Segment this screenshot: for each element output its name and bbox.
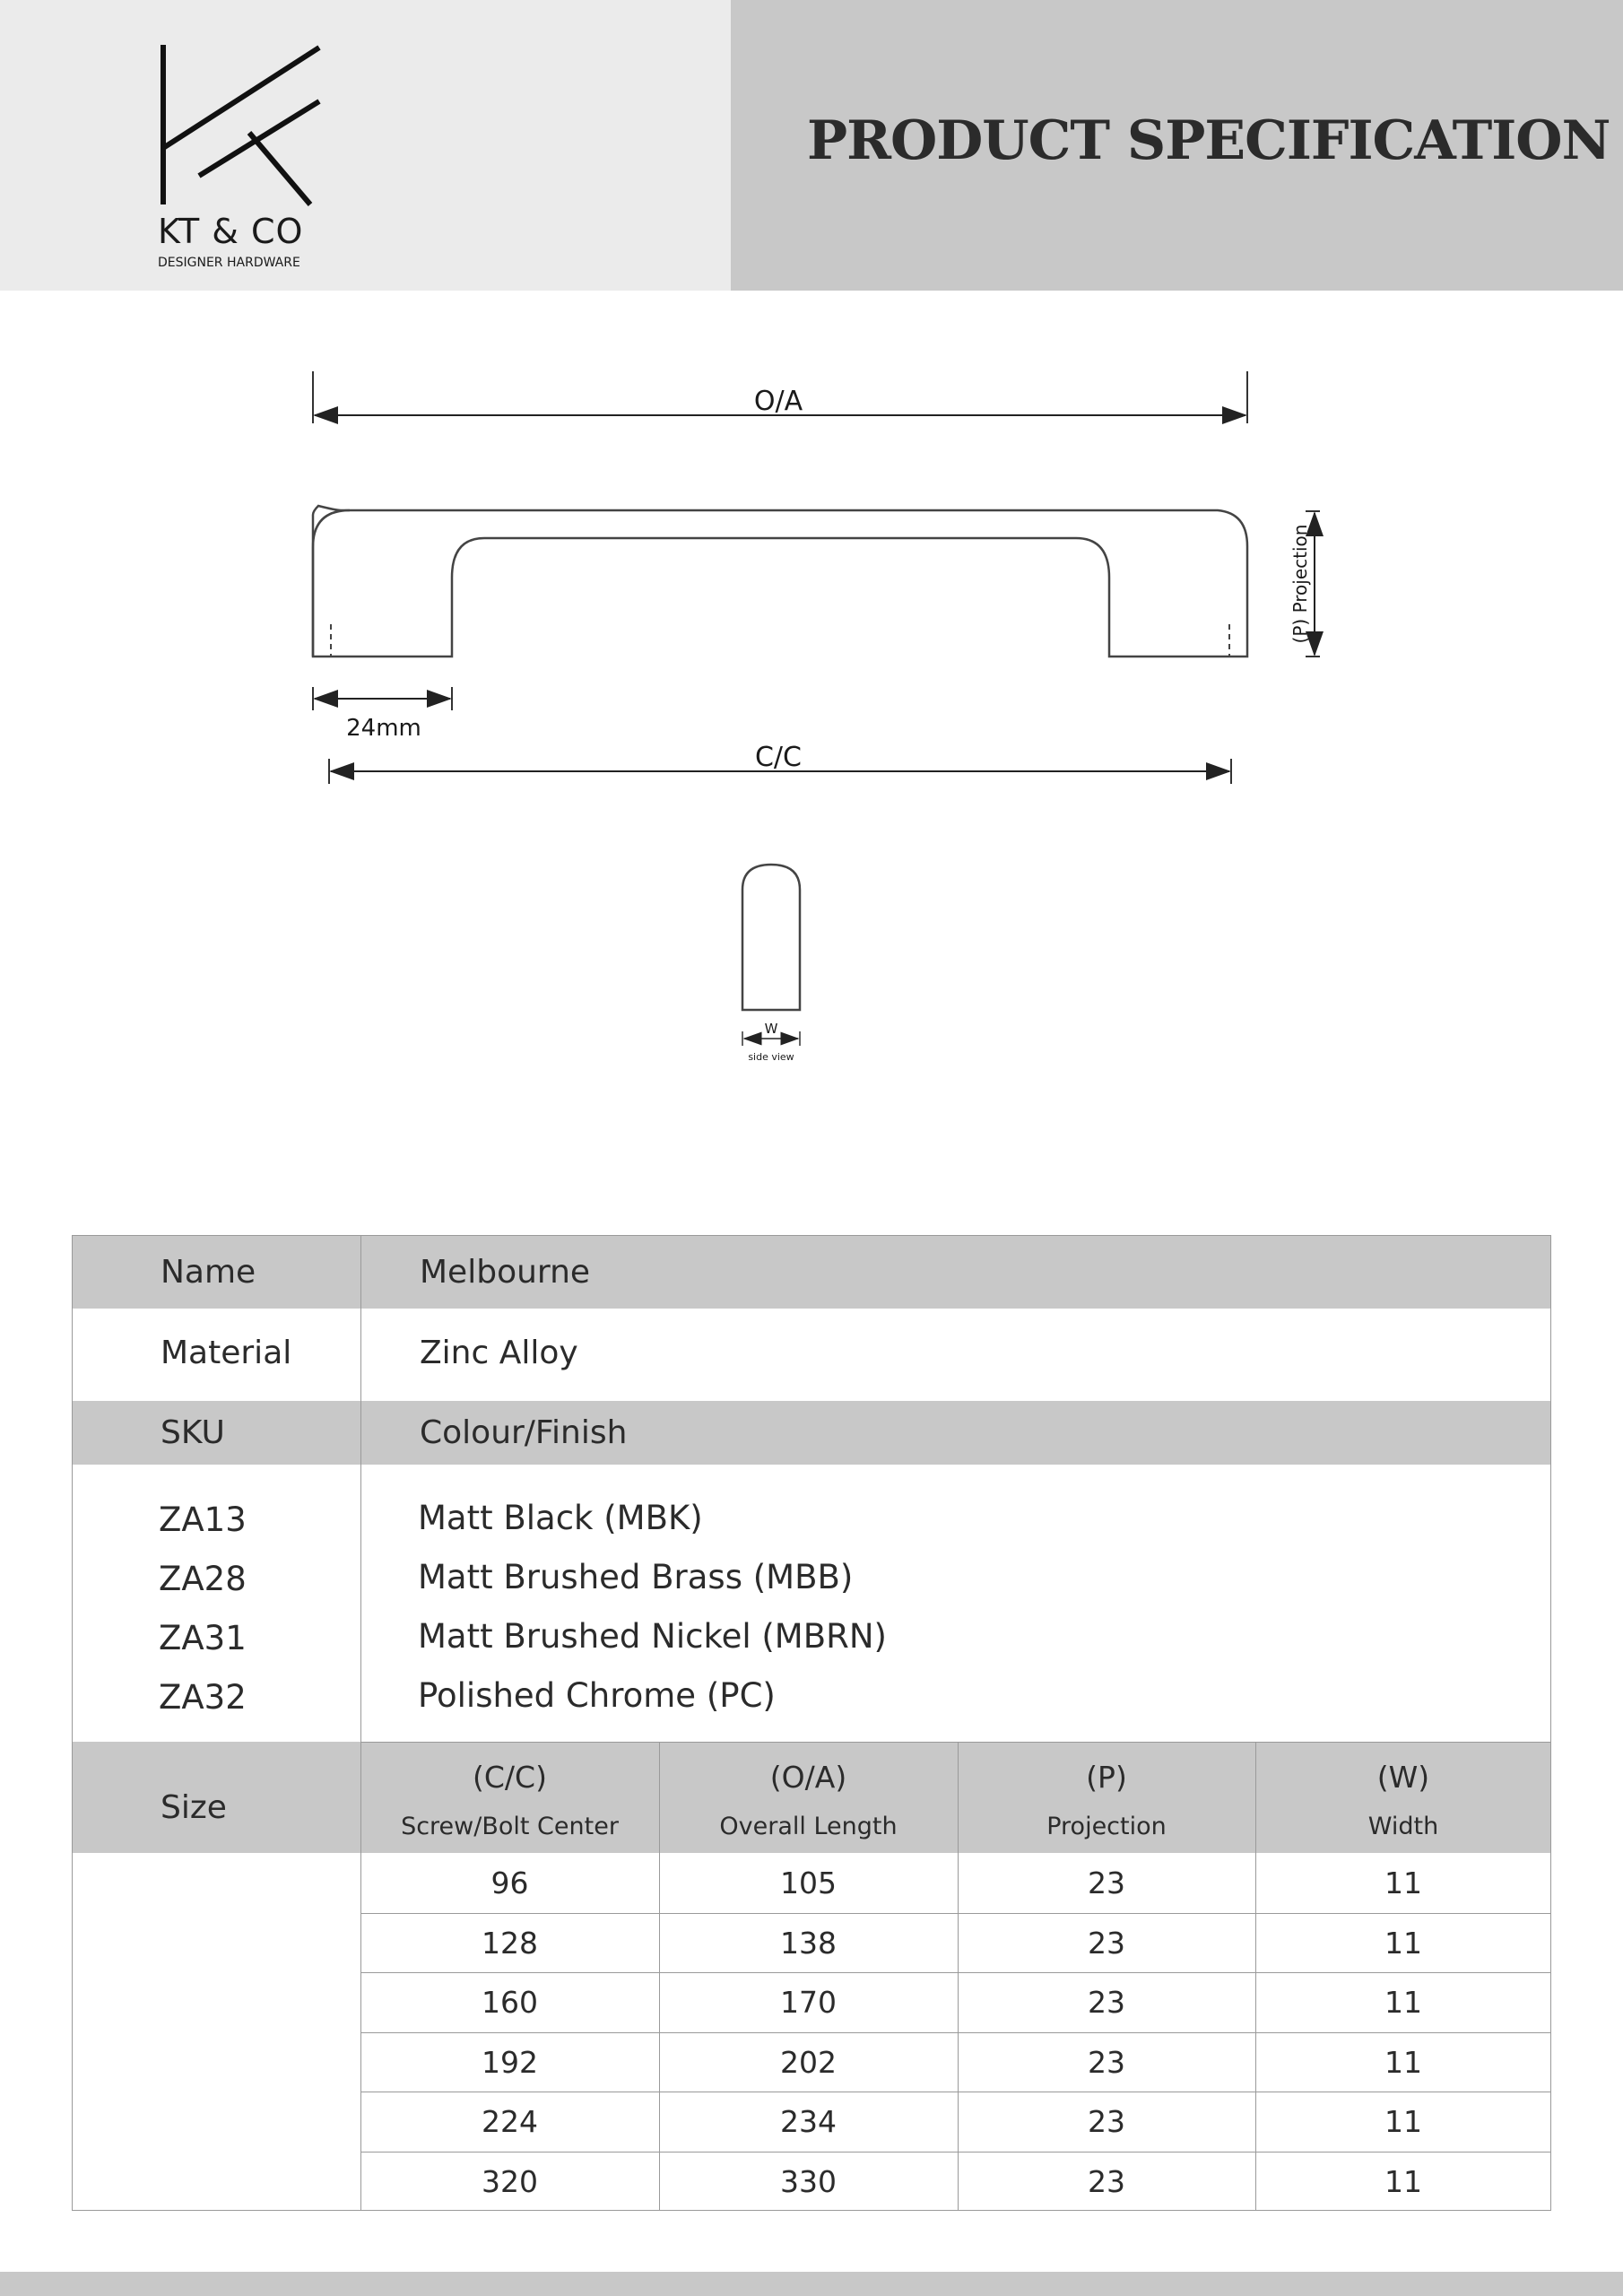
finish-list [418, 1501, 887, 1738]
size-cell: 23 [1088, 1925, 1125, 1961]
size-cell: 160 [482, 1985, 538, 2021]
size-col-desc: Width [1367, 1813, 1439, 1840]
size-col-code: (W) [1376, 1760, 1430, 1795]
size-col-header-p [958, 1760, 1255, 1840]
spec-table [72, 1235, 1551, 2211]
size-label: Size [161, 1789, 227, 1826]
page-title: PRODUCT SPECIFICATION [807, 109, 1610, 172]
size-row-rule [360, 1913, 1551, 1914]
size-col-desc: Screw/Bolt Center [401, 1813, 619, 1840]
size-col-header-w [1255, 1760, 1551, 1840]
size-cell: 23 [1088, 2044, 1125, 2080]
projection-dimension [1289, 511, 1320, 657]
center-label: C/C [754, 742, 803, 773]
size-col-desc: Projection [1046, 1813, 1167, 1840]
name-value: Melbourne [420, 1254, 591, 1291]
size-cell: 11 [1384, 1866, 1422, 1900]
size-cell: 11 [1384, 2044, 1422, 2080]
technical-drawing [0, 291, 1623, 1098]
size-cell: 23 [1088, 2104, 1125, 2140]
handle-outline [313, 506, 1247, 657]
sku-item: ZA28 [159, 1560, 247, 1598]
sku-label: SKU [161, 1414, 225, 1451]
size-col-desc: Overall Length [719, 1813, 898, 1840]
size-cell: 224 [482, 2104, 538, 2140]
size-cell: 192 [482, 2044, 538, 2080]
side-view [742, 865, 800, 1063]
size-row-rule [360, 1972, 1551, 1973]
overall-length-dimension [313, 371, 1247, 423]
size-cell: 138 [780, 1925, 837, 1961]
size-cell: 11 [1384, 2104, 1422, 2140]
size-col-header-cc [360, 1760, 659, 1840]
size-header-top-rule [360, 1742, 1551, 1743]
size-cell: 320 [482, 2164, 538, 2199]
size-cell: 105 [780, 1866, 837, 1900]
name-label: Name [161, 1254, 256, 1291]
sku-item: ZA31 [159, 1619, 247, 1657]
kt-logo-icon [152, 40, 332, 211]
finish-item: Matt Brushed Brass (MBB) [418, 1558, 854, 1596]
size-col-code: (P) [1086, 1760, 1127, 1795]
size-cell: 234 [780, 2104, 837, 2140]
footer-bar [0, 2272, 1623, 2296]
size-col-code: (C/C) [473, 1760, 547, 1795]
sku-list [159, 1500, 247, 1740]
overall-length-label: O/A [753, 386, 803, 417]
width-label: W [764, 1021, 778, 1037]
size-cell: 23 [1088, 1985, 1125, 2021]
size-row-rule [360, 2032, 1551, 2033]
finish-label: Colour/Finish [420, 1414, 628, 1451]
size-cell: 170 [780, 1985, 837, 2021]
size-cell: 330 [780, 2164, 837, 2199]
sku-item: ZA32 [159, 1678, 247, 1717]
brand-tagline: DESIGNER HARDWARE [158, 256, 300, 270]
size-cell: 96 [490, 1866, 529, 1900]
size-col-code: (O/A) [769, 1760, 847, 1795]
material-label: Material [161, 1335, 292, 1371]
size-cell: 23 [1088, 2164, 1125, 2199]
side-view-label: side view [748, 1051, 794, 1063]
sku-header-row [73, 1401, 1550, 1465]
size-cell: 202 [780, 2044, 837, 2080]
size-cell: 23 [1088, 1866, 1125, 1900]
offset-label: 24mm [346, 715, 421, 742]
center-dimension [329, 742, 1231, 784]
sku-item: ZA13 [159, 1500, 247, 1539]
header-logo-panel [0, 0, 731, 291]
name-row [73, 1236, 1550, 1309]
size-col-header-oa [659, 1760, 958, 1840]
size-cell: 128 [482, 1925, 538, 1961]
material-value: Zinc Alloy [420, 1335, 578, 1371]
brand-name: KT & CO [158, 212, 304, 251]
size-cell: 11 [1384, 1925, 1422, 1961]
offset-dimension [313, 687, 452, 742]
size-cell: 11 [1384, 1985, 1422, 2021]
finish-item: Matt Brushed Nickel (MBRN) [418, 1617, 887, 1656]
size-cell: 11 [1384, 2164, 1422, 2199]
projection-label: (P) Projection [1289, 524, 1311, 644]
finish-item: Polished Chrome (PC) [418, 1676, 776, 1715]
finish-item: Matt Black (MBK) [418, 1499, 703, 1537]
